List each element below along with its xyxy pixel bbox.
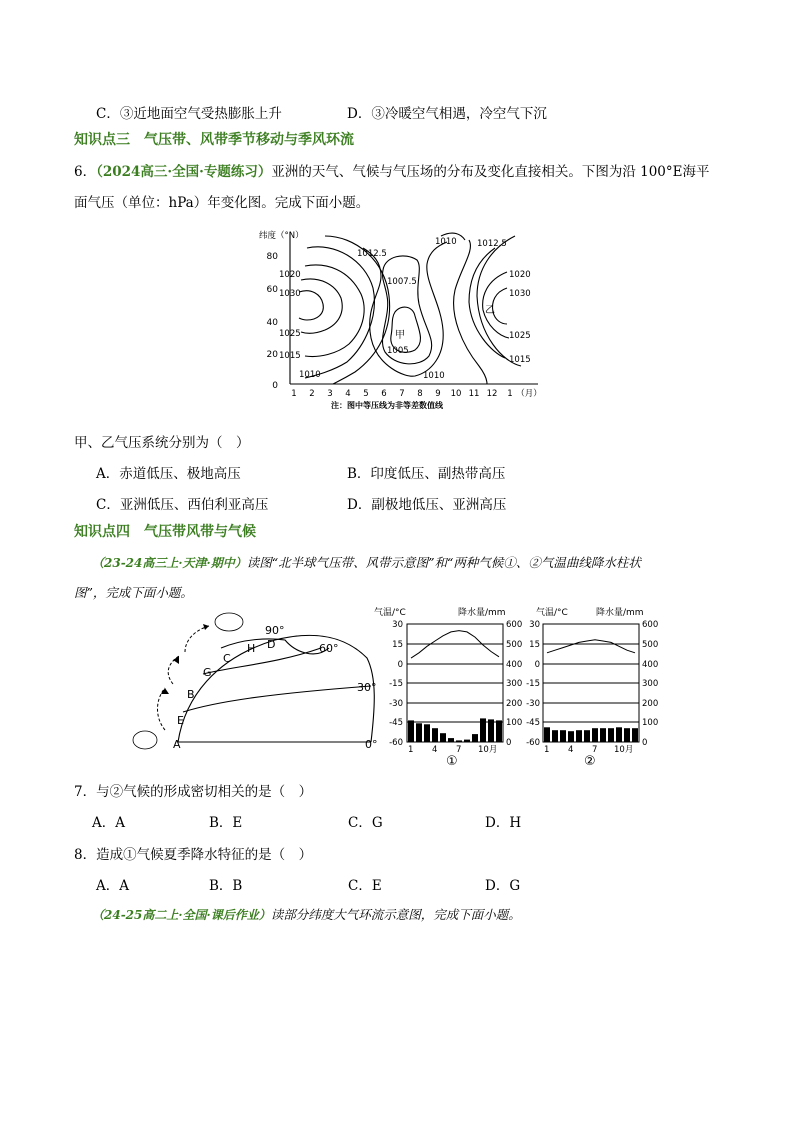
precipitation-bar <box>424 724 430 742</box>
x-tick: 11 <box>468 389 480 399</box>
precipitation-bar <box>560 730 566 742</box>
letter-label: C <box>223 652 231 665</box>
x-tick: 10月 <box>478 745 498 755</box>
jia-label: 甲 <box>395 330 405 341</box>
pressure-belts-diagram <box>125 608 385 766</box>
x-tick: （月） <box>516 389 542 399</box>
precipitation-bar <box>592 728 598 742</box>
sub-question-stem: 甲、乙气压系统分别为（ ） <box>74 435 250 451</box>
precipitation-bar <box>496 720 502 742</box>
temp-tick: -45 <box>526 718 540 728</box>
precipitation-bar <box>544 727 550 742</box>
climate-chart-2 <box>526 604 682 770</box>
precipitation-bar <box>480 718 486 742</box>
isobar-label: 1010 <box>435 237 457 247</box>
question-source: （2024高三·全国·专题练习） <box>96 164 272 180</box>
precipitation-bar <box>624 728 630 742</box>
letter-label: E <box>177 714 184 727</box>
sub-option-c: C．亚洲低压、西伯利亚高压 <box>96 497 269 513</box>
isobar-label: 1025 <box>509 331 531 341</box>
precipitation-bar <box>632 728 638 742</box>
y-tick: 60 <box>266 285 278 295</box>
intro3-source: （24-25高二上·全国·课后作业） <box>92 908 271 922</box>
x-tick: 3 <box>327 389 333 399</box>
x-tick: 1 <box>408 745 414 755</box>
question-7-stem: 7．与②气候的形成密切相关的是（ ） <box>74 784 313 800</box>
precipitation-bar <box>600 728 606 742</box>
temp-tick: 15 <box>392 640 403 650</box>
precip-tick: 100 <box>642 718 659 728</box>
intro2-line1 <box>92 553 641 571</box>
option-c: C．③近地面空气受热膨胀上升 <box>96 106 282 122</box>
x-tick: 1 <box>291 389 297 399</box>
precipitation-bar <box>432 728 438 742</box>
precip-tick: 500 <box>642 640 659 650</box>
precip-tick: 500 <box>506 640 523 650</box>
chart-id: ① <box>446 754 458 769</box>
q7-option-a: A．A <box>92 815 125 831</box>
temp-tick: -60 <box>389 738 403 748</box>
q7-option-d: D．H <box>485 815 522 831</box>
y-tick: 0 <box>272 381 278 391</box>
x-tick: 4 <box>345 389 351 399</box>
temp-tick: -15 <box>526 679 540 689</box>
temp-tick: -30 <box>526 699 540 709</box>
precipitation-bar <box>416 723 422 742</box>
x-tick: 9 <box>435 389 441 399</box>
sub-option-b: B．印度低压、副热带高压 <box>347 466 506 482</box>
x-tick: 1 <box>544 745 550 755</box>
x-tick: 8 <box>417 389 423 399</box>
x-tick: 6 <box>381 389 387 399</box>
x-tick: 1 <box>507 389 513 399</box>
y-axis-label: 纬度（°N） <box>259 231 304 241</box>
temp-axis-label: 气温/°C <box>374 608 406 618</box>
intro2-line2: 图”，完成下面小题。 <box>74 585 193 600</box>
letter-label: H <box>247 642 256 655</box>
q8-option-b: B．B <box>209 878 243 894</box>
sub-option-a: A．赤道低压、极地高压 <box>96 466 241 482</box>
intro2-text: 读图“北半球气压带、风带示意图”和“两种气候①、②气温曲线降水柱状 <box>246 555 641 570</box>
intro3-text: 读部分纬度大气环流示意图，完成下面小题。 <box>270 907 521 922</box>
precipitation-bar <box>464 740 470 742</box>
isobar-chart <box>255 226 545 412</box>
x-tick: 5 <box>363 389 369 399</box>
precipitation-bar <box>616 727 622 742</box>
isobar-label: 1030 <box>279 289 301 299</box>
temperature-curve <box>547 640 635 653</box>
angle-label: 30° <box>357 681 377 694</box>
letter-label: D <box>267 638 276 651</box>
intro2-source: （23-24高三上·天津·期中） <box>92 556 247 570</box>
x-tick: 10月 <box>614 745 634 755</box>
angle-label: 90° <box>265 624 285 637</box>
isobar-label: 1012.5 <box>357 249 387 259</box>
isobar-label: 1010 <box>299 370 321 380</box>
question-8-stem: 8．造成①气候夏季降水特征的是（ ） <box>74 847 313 863</box>
x-tick: 2 <box>309 389 315 399</box>
x-tick: 7 <box>592 745 598 755</box>
precipitation-bar <box>568 731 574 742</box>
chart-note: 注：图中等压线为非等差数值线 <box>331 401 443 410</box>
y-tick: 20 <box>266 350 278 360</box>
q7-option-c: C．G <box>348 815 383 831</box>
section-title-3: 知识点三 气压带、风带季节移动与季风环流 <box>74 132 354 148</box>
section-title-4: 知识点四 气压带风带与气候 <box>74 524 256 540</box>
option-d: D．③冷暖空气相遇，冷空气下沉 <box>347 106 547 122</box>
temp-tick: -30 <box>389 699 403 709</box>
precip-tick: 200 <box>506 699 523 709</box>
precip-tick: 0 <box>642 738 648 748</box>
x-tick: 4 <box>568 745 574 755</box>
precipitation-bar <box>456 740 462 742</box>
climate-chart-1 <box>372 604 528 770</box>
isobar-label: 1007.5 <box>387 277 417 287</box>
precip-tick: 200 <box>642 699 659 709</box>
question-text: 亚洲的天气、气候与气压场的分布及变化直接相关。下图为沿 100°E海平 <box>271 164 710 180</box>
letter-label: B <box>187 688 195 701</box>
precip-tick: 600 <box>506 620 523 630</box>
temp-tick: -15 <box>389 679 403 689</box>
question-6-line2: 面气压（单位：hPa）年变化图。完成下面小题。 <box>74 195 370 211</box>
x-tick: 10 <box>450 389 462 399</box>
precipitation-bar <box>584 730 590 742</box>
temp-tick: -60 <box>526 738 540 748</box>
letter-label: G <box>203 666 212 679</box>
isobar-label: 1015 <box>509 355 531 365</box>
temp-tick: 0 <box>397 660 403 670</box>
angle-label: 60° <box>319 642 339 655</box>
temp-tick: 30 <box>392 620 403 630</box>
isobar-label: 1020 <box>509 270 531 280</box>
q8-option-c: C．E <box>348 878 382 894</box>
precipitation-bar <box>552 730 558 742</box>
intro3 <box>92 905 521 923</box>
x-tick: 12 <box>486 389 498 399</box>
isobar-label: 1030 <box>509 289 531 299</box>
isobar-label: 1015 <box>279 351 301 361</box>
letter-label: A <box>173 738 181 751</box>
isobar-label: 1025 <box>279 329 301 339</box>
temp-tick: 30 <box>529 620 540 630</box>
question-number: 6． <box>74 164 97 180</box>
q7-option-b: B．E <box>209 815 243 831</box>
isobar-label: 1010 <box>423 371 445 381</box>
q8-option-a: A．A <box>96 878 129 894</box>
x-tick: 4 <box>432 745 438 755</box>
temp-tick: 0 <box>534 660 540 670</box>
angle-label: 0° <box>365 738 378 751</box>
precip-tick: 300 <box>642 679 659 689</box>
precipitation-bar <box>472 734 478 742</box>
isobar-label: 1020 <box>279 270 301 280</box>
x-tick: 7 <box>456 745 462 755</box>
precipitation-bar <box>488 719 494 742</box>
x-tick: 7 <box>399 389 405 399</box>
temp-tick: -45 <box>389 718 403 728</box>
precip-tick: 600 <box>642 620 659 630</box>
precip-axis-label: 降水量/mm <box>458 608 506 618</box>
precip-tick: 400 <box>506 660 523 670</box>
isobar-label: 1012.5 <box>477 239 507 249</box>
sub-option-d: D．副极地低压、亚洲高压 <box>347 497 507 513</box>
temp-axis-label: 气温/°C <box>536 608 568 618</box>
chart-id: ② <box>584 754 596 769</box>
y-tick: 80 <box>266 252 278 262</box>
precip-tick: 100 <box>506 718 523 728</box>
precipitation-bar <box>608 728 614 742</box>
isobar-label: 1005 <box>387 346 409 356</box>
precipitation-bar <box>448 738 454 742</box>
yi-label: 乙 <box>485 305 495 316</box>
precip-tick: 0 <box>506 738 512 748</box>
question-6-line1 <box>74 160 710 180</box>
q8-option-d: D．G <box>485 878 521 894</box>
precipitation-bar <box>440 733 446 742</box>
precip-axis-label: 降水量/mm <box>596 608 644 618</box>
precip-tick: 400 <box>642 660 659 670</box>
temp-tick: 15 <box>529 640 540 650</box>
precipitation-bar <box>576 730 582 742</box>
precip-tick: 300 <box>506 679 523 689</box>
precipitation-bar <box>408 720 414 742</box>
y-tick: 40 <box>266 318 278 328</box>
